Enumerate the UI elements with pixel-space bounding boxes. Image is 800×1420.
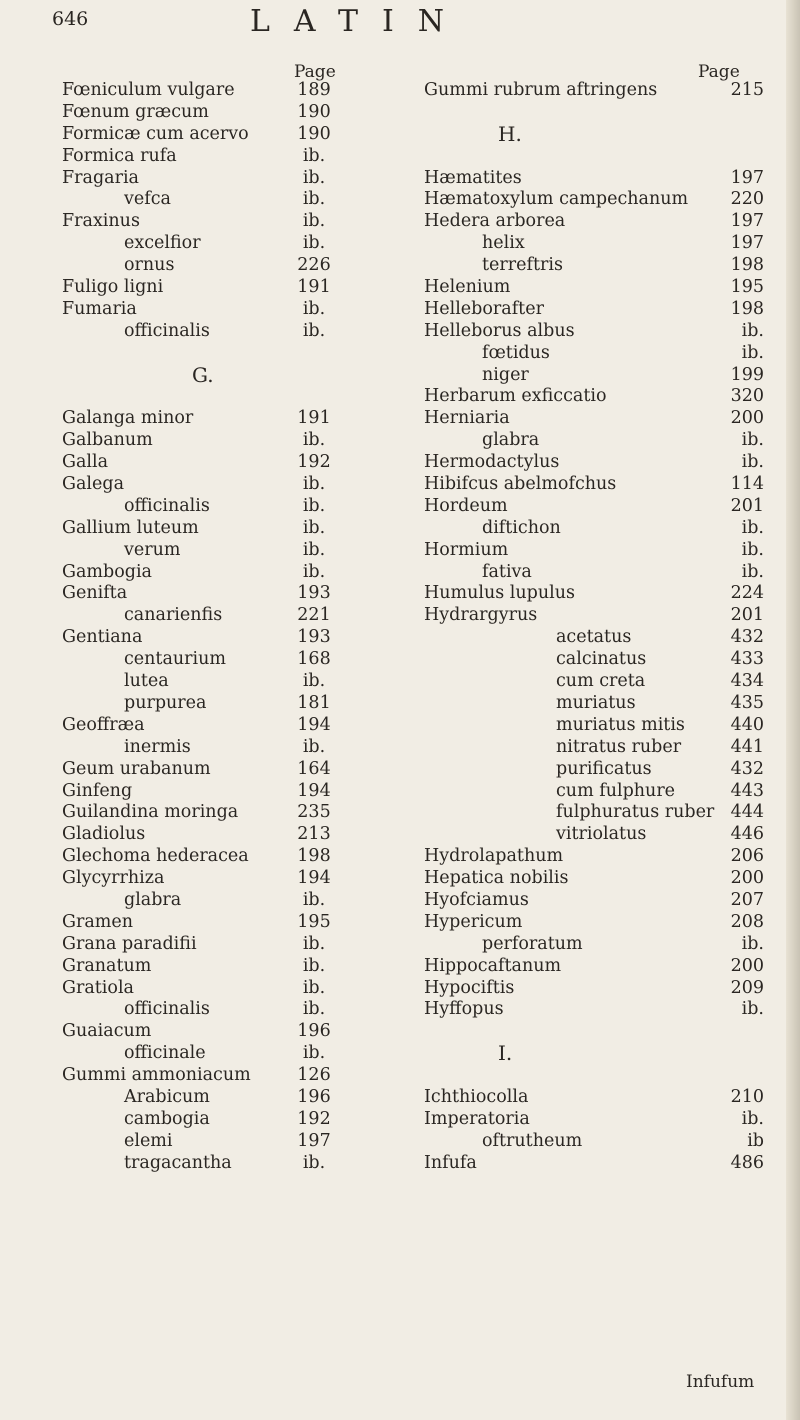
entry-term: Granatum (62, 955, 152, 976)
entry-term: perforatum (482, 933, 583, 954)
index-entry (424, 802, 764, 824)
entry-page-ref: 207 (730, 889, 764, 910)
entry-page-ref: ib. (741, 342, 764, 363)
entry-page-ref: 200 (730, 868, 764, 889)
index-entry (424, 1087, 764, 1109)
entry-term: glabra (124, 889, 182, 910)
entry-term: Fumaria (62, 298, 137, 319)
entry-term: Geum urabanum (62, 758, 211, 779)
entry-page-ref: ib. (302, 955, 326, 976)
entry-page-ref: 320 (730, 386, 764, 407)
entry-term: Glycyrrhiza (62, 868, 165, 889)
index-entry (62, 146, 380, 168)
index-entry (62, 1131, 380, 1153)
entry-term: Hyffopus (424, 999, 504, 1020)
entry-page-ref: ib. (741, 561, 764, 582)
entry-page-ref: 444 (730, 802, 764, 823)
entry-term: terreftris (482, 255, 563, 276)
entry-term: Gummi rubrum aftringens (424, 80, 658, 100)
entry-term: Ichthiocolla (424, 1086, 529, 1107)
entry-page-ref: ib. (302, 889, 326, 910)
index-entry (424, 474, 764, 496)
entry-page-ref: ib. (302, 1152, 326, 1173)
index-entry (62, 124, 380, 146)
entry-page-ref: 196 (297, 1021, 331, 1042)
entry-term: Hermodactylus (424, 452, 560, 473)
entry-page-ref: 443 (730, 780, 764, 801)
entry-page-ref: 215 (730, 80, 764, 100)
index-entry (62, 321, 380, 343)
entry-term: Hepatica nobilis (424, 868, 569, 889)
index-entry (62, 649, 380, 671)
entry-page-ref: 193 (297, 583, 331, 604)
catchword: Infufum (686, 1372, 755, 1392)
index-entry (424, 255, 764, 277)
entry-page-ref: 181 (297, 692, 331, 713)
entry-page-ref: 192 (297, 452, 331, 473)
entry-term: Hypericum (424, 911, 523, 932)
entry-term: Hyofciamus (424, 889, 529, 910)
entry-page-ref: 191 (297, 277, 331, 298)
index-entry (62, 978, 380, 1000)
entry-page-ref: 191 (297, 408, 331, 429)
entry-page-ref: ib. (302, 474, 326, 495)
entry-page-ref: 198 (730, 255, 764, 276)
entry-page-ref: ib. (741, 1108, 764, 1129)
entry-term: Herniaria (424, 408, 510, 429)
index-entry (424, 912, 764, 934)
entry-page-ref: ib. (302, 933, 326, 954)
entry-page-ref: 210 (730, 1086, 764, 1107)
index-entry (62, 562, 380, 584)
entry-page-ref: 194 (297, 868, 331, 889)
index-entry (424, 999, 764, 1021)
entry-term: Hibifcus abelmofchus (424, 474, 617, 495)
entry-page-ref: 446 (730, 824, 764, 845)
entry-term: cum creta (556, 671, 646, 692)
entry-term: purificatus (556, 758, 652, 779)
entry-page-ref: 224 (730, 583, 764, 604)
entry-term: ornus (124, 255, 175, 276)
entry-term: oftrutheum (482, 1130, 583, 1151)
entry-term: tragacantha (124, 1152, 232, 1173)
index-entry (62, 299, 380, 321)
entry-page-ref: 434 (730, 671, 764, 692)
index-entry (62, 233, 380, 255)
entry-page-ref: 441 (730, 736, 764, 757)
index-entry (62, 80, 380, 102)
entry-page-ref: 201 (730, 605, 764, 626)
entry-term: Hedera arborea (424, 211, 566, 232)
index-entry (424, 430, 764, 452)
section-letter-heading (424, 121, 764, 146)
index-entry (62, 802, 380, 824)
index-entry (62, 102, 380, 124)
entry-term: inermis (124, 736, 191, 757)
entry-page-ref: ib. (302, 561, 326, 582)
entry-term: Herbarum exficcatio (424, 386, 607, 407)
index-entry (424, 759, 764, 781)
page-column-label: Page (698, 62, 740, 82)
entry-term: officinalis (124, 999, 210, 1020)
index-entry (424, 518, 764, 540)
entry-term: centaurium (124, 649, 226, 670)
index-entry (62, 868, 380, 890)
index-entry (424, 956, 764, 978)
entry-term: Guaiacum (62, 1021, 152, 1042)
entry-term: officinale (124, 1043, 206, 1064)
index-entry (424, 978, 764, 1000)
entry-page-ref: ib. (302, 233, 326, 254)
entry-term: Hordeum (424, 495, 508, 516)
index-entry (62, 956, 380, 978)
entry-term: Helenium (424, 277, 511, 298)
entry-term: Genifta (62, 583, 128, 604)
entry-term: Gummi ammoniacum (62, 1065, 251, 1086)
index-entry (424, 408, 764, 430)
entry-page-ref: ib. (302, 977, 326, 998)
entry-term: Fraxinus (62, 211, 140, 232)
index-entry (62, 452, 380, 474)
section-letter-heading (424, 1043, 764, 1065)
index-entry (424, 80, 764, 102)
entry-page-ref: ib. (741, 539, 764, 560)
entry-page-ref: ib. (302, 320, 326, 341)
index-entry (62, 1021, 380, 1043)
entry-term: Galbanum (62, 430, 153, 451)
index-entry (424, 781, 764, 803)
entry-page-ref: 197 (730, 233, 764, 254)
entry-term: Guilandina moringa (62, 802, 239, 823)
entry-page-ref: ib. (741, 452, 764, 473)
index-entry (62, 846, 380, 868)
index-entry (424, 627, 764, 649)
entry-term: cambogia (124, 1108, 210, 1129)
entry-page-ref: 114 (730, 474, 764, 495)
entry-page-ref: 126 (297, 1065, 331, 1086)
index-entry (62, 430, 380, 452)
entry-page-ref: 197 (297, 1130, 331, 1151)
entry-term: niger (482, 364, 529, 385)
blank-line (424, 1021, 764, 1043)
entry-page-ref: 195 (730, 277, 764, 298)
entry-page-ref: 433 (730, 649, 764, 670)
index-entry (424, 1153, 764, 1175)
entry-term: Imperatoria (424, 1108, 530, 1129)
entry-term: lutea (124, 671, 169, 692)
blank-line (424, 146, 764, 168)
index-entry (62, 912, 380, 934)
index-entry (62, 934, 380, 956)
page-edge (786, 0, 800, 1420)
entry-page-ref: ib. (302, 517, 326, 538)
blank-line (424, 102, 764, 124)
index-entry (424, 583, 764, 605)
index-entry (62, 1043, 380, 1065)
blank-line (424, 1065, 764, 1087)
index-entry (62, 1153, 380, 1175)
entry-page-ref: 220 (730, 189, 764, 210)
index-entry (424, 649, 764, 671)
index-entry (424, 605, 764, 627)
index-entry (62, 189, 380, 211)
entry-term: muriatus (556, 692, 636, 713)
index-entry (424, 671, 764, 693)
index-entry (62, 277, 380, 299)
index-entry (424, 168, 764, 190)
section-letter: I. (498, 1041, 513, 1066)
entry-term: Formicæ cum acervo (62, 123, 249, 144)
entry-term: Galega (62, 474, 125, 495)
entry-page-ref: ib. (302, 1043, 326, 1064)
entry-term: diftichon (482, 517, 561, 538)
entry-term: Gambogia (62, 561, 152, 582)
entry-term: fulphuratus ruber (556, 802, 715, 823)
entry-term: Fuligo ligni (62, 277, 164, 298)
entry-term: helix (482, 233, 525, 254)
entry-page-ref: 198 (297, 846, 331, 867)
entry-page-ref: ib. (302, 999, 326, 1020)
index-entry (424, 233, 764, 255)
index-entry (424, 211, 764, 233)
entry-page-ref: 435 (730, 692, 764, 713)
entry-page-ref: 190 (297, 101, 331, 122)
entry-term: Helleborus albus (424, 320, 575, 341)
entry-term: Galla (62, 452, 109, 473)
entry-term: Formica rufa (62, 145, 177, 166)
page-header (0, 0, 800, 56)
index-entry (62, 715, 380, 737)
entry-page-ref: 164 (297, 758, 331, 779)
entry-term: Hydrolapathum (424, 846, 564, 867)
entry-term: Gratiola (62, 977, 134, 998)
index-entry (424, 189, 764, 211)
entry-page-ref: ib. (741, 999, 764, 1020)
entry-page-ref: 201 (730, 495, 764, 516)
entry-page-ref: 196 (297, 1086, 331, 1107)
entry-term: verum (124, 539, 181, 560)
entry-page-ref: 197 (730, 211, 764, 232)
entry-page-ref: 206 (730, 846, 764, 867)
entry-term: Fragaria (62, 167, 139, 188)
index-entry (62, 627, 380, 649)
index-entry (62, 605, 380, 627)
entry-term: Helleborafter (424, 298, 544, 319)
entry-page-ref: ib. (741, 933, 764, 954)
entry-page-ref: ib. (741, 320, 764, 341)
entry-term: officinalis (124, 495, 210, 516)
entry-page-ref: ib. (302, 211, 326, 232)
index-entry (62, 518, 380, 540)
entry-page-ref: 190 (297, 123, 331, 144)
entry-page-ref: 197 (730, 167, 764, 188)
entry-page-ref: ib. (302, 145, 326, 166)
index-entry (62, 255, 380, 277)
entry-term: Galanga minor (62, 408, 194, 429)
index-entry (424, 934, 764, 956)
entry-term: Fœnum græcum (62, 101, 209, 122)
entry-term: officinalis (124, 320, 210, 341)
index-entry (424, 846, 764, 868)
entry-page-ref: ib. (302, 671, 326, 692)
entry-term: Glechoma hederacea (62, 846, 249, 867)
entry-term: Gallium luteum (62, 517, 199, 538)
page-column-label: Page (294, 62, 336, 82)
index-entry (424, 496, 764, 518)
index-entry (424, 540, 764, 562)
right-index-list (424, 80, 764, 1175)
index-entry (424, 452, 764, 474)
index-entry (62, 540, 380, 562)
index-entry (62, 824, 380, 846)
entry-page-ref: 193 (297, 627, 331, 648)
index-entry (62, 737, 380, 759)
entry-term: Infufa (424, 1152, 477, 1173)
entry-page-ref: ib. (302, 430, 326, 451)
index-entry (62, 474, 380, 496)
entry-term: glabra (482, 430, 540, 451)
index-entry (62, 1065, 380, 1087)
entry-page-ref: ib. (302, 539, 326, 560)
index-entry (424, 693, 764, 715)
entry-term: excelfior (124, 233, 201, 254)
entry-page-ref: 195 (297, 911, 331, 932)
entry-term: Geoffræa (62, 714, 145, 735)
entry-page-ref: 432 (730, 758, 764, 779)
entry-term: Fœniculum vulgare (62, 80, 235, 100)
index-entry (424, 1109, 764, 1131)
entry-term: acetatus (556, 627, 632, 648)
index-entry (62, 408, 380, 430)
entry-term: fativa (482, 561, 532, 582)
entry-term: Arabicum (124, 1086, 210, 1107)
entry-page-ref: 189 (297, 80, 331, 100)
index-entry (62, 781, 380, 803)
index-entry (62, 999, 380, 1021)
entry-page-ref: ib. (741, 517, 764, 538)
index-entry (62, 211, 380, 233)
entry-page-ref: 226 (297, 255, 331, 276)
entry-page-ref: 194 (297, 780, 331, 801)
entry-page-ref: ib. (741, 430, 764, 451)
index-entry (424, 1131, 764, 1153)
entry-page-ref: 208 (730, 911, 764, 932)
entry-page-ref: ib. (302, 736, 326, 757)
blank-line (62, 343, 380, 365)
index-entry (424, 562, 764, 584)
index-entry (62, 1109, 380, 1131)
entry-page-ref: ib. (302, 298, 326, 319)
running-head: LATIN (250, 4, 469, 39)
entry-page-ref: ib. (302, 189, 326, 210)
left-index-list (62, 80, 380, 1175)
index-entry (424, 365, 764, 387)
index-entry (424, 386, 764, 408)
index-entry (424, 321, 764, 343)
entry-term: Grana paradifii (62, 933, 197, 954)
entry-page-ref: ib (747, 1130, 764, 1151)
entry-page-ref: 486 (730, 1152, 764, 1173)
entry-term: Hæmatites (424, 167, 522, 188)
blank-line (62, 386, 380, 408)
index-entry (424, 343, 764, 365)
entry-page-ref: 200 (730, 955, 764, 976)
entry-term: muriatus mitis (556, 714, 685, 735)
index-entry (424, 737, 764, 759)
index-entry (424, 277, 764, 299)
index-entry (424, 299, 764, 321)
entry-term: vefca (124, 189, 171, 210)
entry-term: purpurea (124, 692, 207, 713)
index-entry (62, 671, 380, 693)
index-entry (424, 824, 764, 846)
entry-page-ref: 213 (297, 824, 331, 845)
entry-page-ref: 192 (297, 1108, 331, 1129)
index-entry (62, 759, 380, 781)
index-entry (62, 890, 380, 912)
section-letter: G. (192, 362, 214, 387)
entry-term: Gentiana (62, 627, 143, 648)
entry-term: Humulus lupulus (424, 583, 575, 604)
entry-term: Ginfeng (62, 780, 133, 801)
entry-term: Hypociftis (424, 977, 515, 998)
entry-term: elemi (124, 1130, 173, 1151)
entry-term: nitratus ruber (556, 736, 682, 757)
index-entry (62, 583, 380, 605)
entry-page-ref: 168 (297, 649, 331, 670)
entry-term: Gramen (62, 911, 133, 932)
section-letter-heading (62, 362, 380, 387)
entry-page-ref: 221 (297, 605, 331, 626)
entry-page-ref: 200 (730, 408, 764, 429)
entry-page-ref: ib. (302, 495, 326, 516)
entry-page-ref: 198 (730, 298, 764, 319)
entry-page-ref: 440 (730, 714, 764, 735)
entry-page-ref: 194 (297, 714, 331, 735)
entry-term: Hippocaftanum (424, 955, 562, 976)
entry-page-ref: 199 (730, 364, 764, 385)
entry-term: canarienfis (124, 605, 223, 626)
entry-term: vitriolatus (556, 824, 647, 845)
page-number: 646 (52, 8, 89, 30)
entry-term: fœtidus (482, 342, 550, 363)
index-entry (424, 868, 764, 890)
index-entry (62, 1087, 380, 1109)
section-letter: H. (498, 121, 522, 146)
entry-term: cum fulphure (556, 780, 676, 801)
index-entry (424, 715, 764, 737)
entry-term: Hydrargyrus (424, 605, 538, 626)
index-entry (62, 693, 380, 715)
entry-term: Hæmatoxylum campechanum (424, 189, 689, 210)
index-entry (424, 890, 764, 912)
entry-term: calcinatus (556, 649, 647, 670)
index-entry (62, 496, 380, 518)
entry-page-ref: 209 (730, 977, 764, 998)
entry-term: Gladiolus (62, 824, 146, 845)
index-entry (62, 168, 380, 190)
entry-term: Hormium (424, 539, 509, 560)
entry-page-ref: 235 (297, 802, 331, 823)
entry-page-ref: 432 (730, 627, 764, 648)
entry-page-ref: ib. (302, 167, 326, 188)
